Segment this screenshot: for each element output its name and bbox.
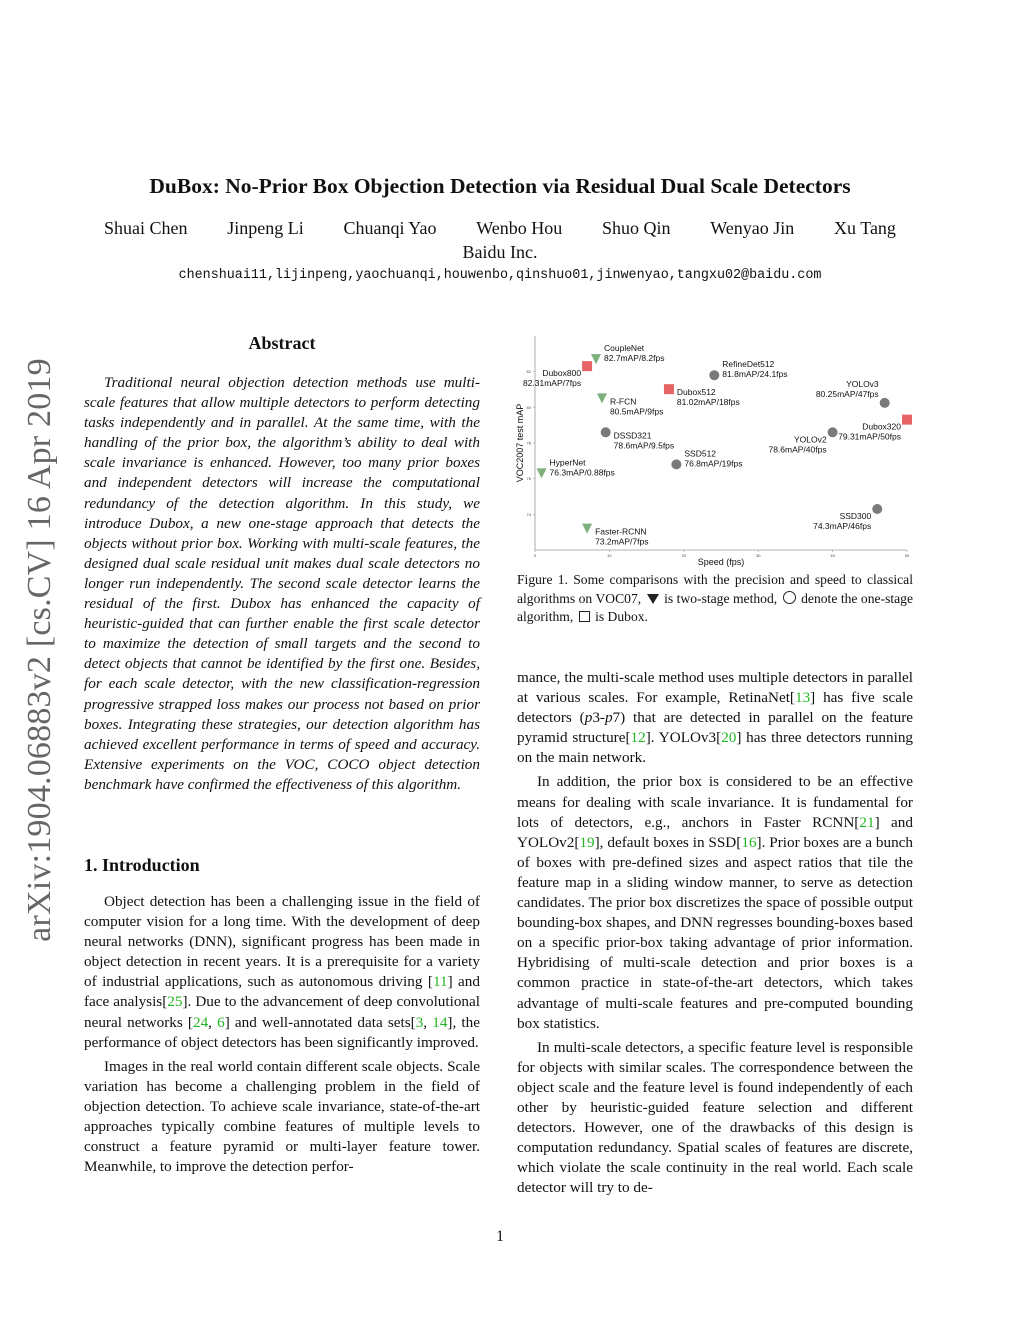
y-tick-label: 82 bbox=[526, 369, 531, 375]
speed-accuracy-scatter-chart bbox=[515, 330, 915, 570]
one-stage-marker bbox=[880, 398, 890, 408]
affiliation: Baidu Inc. bbox=[462, 242, 538, 262]
citation-link[interactable]: 24 bbox=[192, 1013, 209, 1031]
point-name-label: YOLOv3 bbox=[846, 378, 879, 389]
citation-link[interactable]: 11 bbox=[432, 973, 448, 991]
dubox-marker bbox=[582, 361, 592, 371]
point-name-label: DSSD321 bbox=[613, 430, 652, 441]
y-tick-label: 80 bbox=[526, 404, 531, 410]
citation-link[interactable]: 20 bbox=[721, 729, 737, 747]
point-name-label: RefineDet512 bbox=[722, 359, 775, 370]
point-name-label: Dubox800 bbox=[542, 368, 582, 379]
author-list bbox=[104, 218, 896, 239]
right-column-body bbox=[517, 668, 913, 1202]
y-tick-label: 78 bbox=[526, 440, 531, 446]
point-name-label: Dubox512 bbox=[676, 387, 716, 398]
dubox-marker bbox=[902, 415, 912, 425]
point-name-label: CoupleNet bbox=[604, 343, 645, 354]
author: Xu Tang bbox=[834, 218, 896, 238]
y-tick-label: 76 bbox=[526, 476, 531, 482]
one-stage-marker bbox=[872, 504, 882, 514]
point-value-label: 78.6mAP/9.5fps bbox=[613, 440, 675, 451]
author: Jinpeng Li bbox=[227, 218, 304, 238]
page-number: 1 bbox=[496, 1228, 504, 1245]
abstract-text: Traditional neural objection detection methods use multi-scale features that allow multiple detectors to perform detecting tasks independently and in parallel. At the same time, with the handling of the prior box, the algorithm’s ability to deal with scale invariance is enhanced. However, too many prior boxes and independent detectors will increase the computational redundancy of the detection algorithm. In this study, we introduce Dubox, a new one-stage approach that detects the objects without prior box. Working with multi-scale features, the designed dual scale residual unit makes dual scale detectors no longer run independently. The second scale detector learns the residual of the first. Dubox has enhanced the capacity of heuristic-guided that can further enable the first scale detector to maximize the detection of small targets and the second to detect objects that cannot be identified by the first one. Besides, for each scale detector, with the new classification-regression progressive strapped loss makes our process not based on prior boxes. Integrating these strategies, our detection algorithm has achieved excellent performance in terms of speed and accuracy. Extensive experiments on the VOC, COCO object detection benchmark have confirmed the effectiveness of this algorithm. bbox=[84, 374, 480, 793]
one-stage-marker bbox=[601, 427, 611, 437]
two-stage-marker bbox=[582, 524, 592, 534]
figure-1-caption: Figure 1. Some comparisons with the precision and speed to classical algorithms on VOC07, is two-stage method, denote the one-stage algorithm, is Dubox. bbox=[517, 572, 914, 624]
intro-paragraph-4: In addition, the prior box is considered to be an effective means for dealing with scale invariance. It is fundamental for lots of detectors, e.g., anchors in Faster RCNN[21] and YOLOv2[19], default boxes in SSD[16]. Prior boxes are a bunch of boxes with pre-defined sizes and aspect ratios that tile the feature map in a sliding window manner, to serve as detection candidates. The prior box discretizes the space of possible output bounding-box shapes, and DNN regresses bounding-boxes based on a specific prior-box taking advantage of prior information. Hybridising of multi-scale detection and prior boxes is a common practice in state-of-the-art detectors, which takes advantage of multi-scale features and pre-computed bounding box statistics. bbox=[517, 773, 913, 1032]
x-tick-label: 10 bbox=[607, 553, 612, 558]
one-stage-marker bbox=[671, 459, 681, 469]
point-value-label: 80.5mAP/9fps bbox=[609, 406, 664, 417]
citation-link[interactable]: 13 bbox=[794, 689, 811, 707]
arxiv-identifier bbox=[20, 350, 60, 950]
author: Chuanqi Yao bbox=[343, 218, 437, 238]
two-stage-marker bbox=[591, 354, 601, 364]
author: Shuai Chen bbox=[104, 218, 188, 238]
left-column-body bbox=[84, 892, 480, 1181]
two-stage-triangle-icon bbox=[647, 594, 659, 604]
x-tick-label: 20 bbox=[681, 553, 687, 558]
citation-link[interactable]: 25 bbox=[167, 993, 183, 1011]
intro-paragraph-1: Object detection has been a challenging issue in the field of computer vision for a long time. With the development of deep neural networks (DNN), significant progress has been made in object detection in recent years. It is a prerequisite for a variety of industrial applications, such as autonomous driving [11] and face analysis[25]. Due to the advancement of deep convolutional neural networks [24, 6] and well-annotated data sets[3, 14], the performance of object detectors has been significantly improved. bbox=[84, 893, 480, 1051]
citation-link[interactable]: 12 bbox=[630, 729, 646, 747]
citation-link[interactable]: 16 bbox=[741, 833, 757, 851]
point-value-label: 76.3mAP/0.88fps bbox=[549, 467, 615, 478]
point-value-label: 81.8mAP/24.1fps bbox=[722, 369, 788, 380]
one-stage-marker bbox=[709, 370, 719, 380]
point-name-label: R-FCN bbox=[609, 396, 637, 407]
one-stage-marker bbox=[828, 427, 838, 437]
point-value-label: 82.7mAP/8.2fps bbox=[604, 353, 665, 364]
point-value-label: 82.31mAP/7fps bbox=[522, 378, 582, 389]
point-name-label: YOLOv2 bbox=[793, 434, 827, 445]
point-value-label: 73.2mAP/7fps bbox=[595, 536, 649, 547]
point-value-label: 81.02mAP/18fps bbox=[676, 397, 740, 408]
citation-link[interactable]: 14 bbox=[432, 1013, 448, 1031]
author: Wenbo Hou bbox=[476, 218, 563, 238]
x-tick-label: 40 bbox=[830, 553, 835, 558]
x-tick-label: 30 bbox=[755, 553, 761, 558]
point-value-label: 74.3mAP/46fps bbox=[813, 520, 872, 531]
point-name-label: Dubox320 bbox=[862, 421, 901, 432]
point-name-label: HyperNet bbox=[549, 457, 586, 468]
point-name-label: SSD300 bbox=[839, 510, 872, 521]
citation-link[interactable]: 19 bbox=[579, 833, 595, 851]
intro-paragraph-5: In multi-scale detectors, a specific feature level is responsible for objects with similar scales. The correspondence between the object scale and the feature level is found independently of each other by heuristic-guided feature selection and different detectors. However, one of the drawbacks of this design is computation redundancy. Spatial scales of features are discrete, which violate the scale continuity in the real world. Each scale detector will try to de- bbox=[517, 1038, 913, 1197]
point-value-label: 79.31mAP/50fps bbox=[838, 431, 901, 442]
x-tick-label: 0 bbox=[533, 553, 537, 558]
citation-link[interactable]: 6 bbox=[217, 1013, 225, 1031]
point-value-label: 76.8mAP/19fps bbox=[684, 458, 743, 469]
abstract-heading: Abstract bbox=[248, 333, 316, 353]
arxiv-identifier-text: arXiv:1904.06883v2 [cs.CV] 16 Apr 2019 bbox=[21, 358, 58, 942]
two-stage-marker bbox=[537, 468, 547, 478]
point-value-label: 78.6mAP/40fps bbox=[768, 444, 827, 455]
abstract-body bbox=[84, 373, 480, 795]
author-emails: chenshuai11,lijinpeng,yaochuanqi,houwenbo,qinshuo01,jinwenyao,tangxu02@baidu.com bbox=[178, 268, 822, 283]
author: Shuo Qin bbox=[602, 218, 671, 238]
intro-paragraph-3: mance, the multi-scale method uses multiple detectors in parallel at various scales. For example, RetinaNet[13] has five scale detectors (p3-p7) that are detected in parallel on the feature pyramid structure[12]. YOLOv3[20] has three detectors running on the main network. bbox=[517, 669, 914, 767]
paper-title: DuBox: No-Prior Box Objection Detection via Residual Dual Scale Detectors bbox=[149, 174, 851, 198]
one-stage-circle-icon bbox=[783, 591, 796, 604]
two-stage-marker bbox=[597, 393, 607, 403]
dubox-square-icon bbox=[579, 611, 590, 622]
y-axis-label: VOC2007 test mAP bbox=[515, 403, 525, 483]
citation-link[interactable]: 21 bbox=[859, 813, 875, 831]
y-tick-label: 74 bbox=[526, 511, 531, 517]
dubox-marker bbox=[664, 384, 674, 394]
citation-link[interactable]: 3 bbox=[415, 1013, 424, 1031]
intro-paragraph-2: Images in the real world contain different scale objects. Scale variation has become a challenging problem in the field of objection detection. To achieve scale invariance, state-of-the-art approaches typically combine features of multiple levels to construct a feature pyramid or multi-layer feature tower. Meanwhile, to improve the detection perfor- bbox=[84, 1057, 480, 1176]
section-heading-introduction: 1. Introduction bbox=[84, 855, 200, 875]
point-name-label: Faster-RCNN bbox=[595, 526, 647, 537]
author: Wenyao Jin bbox=[710, 218, 795, 238]
point-name-label: SSD512 bbox=[684, 448, 717, 459]
x-tick-label: 50 bbox=[904, 553, 910, 558]
point-value-label: 80.25mAP/47fps bbox=[815, 388, 879, 399]
x-axis-label: Speed (fps) bbox=[697, 557, 745, 567]
